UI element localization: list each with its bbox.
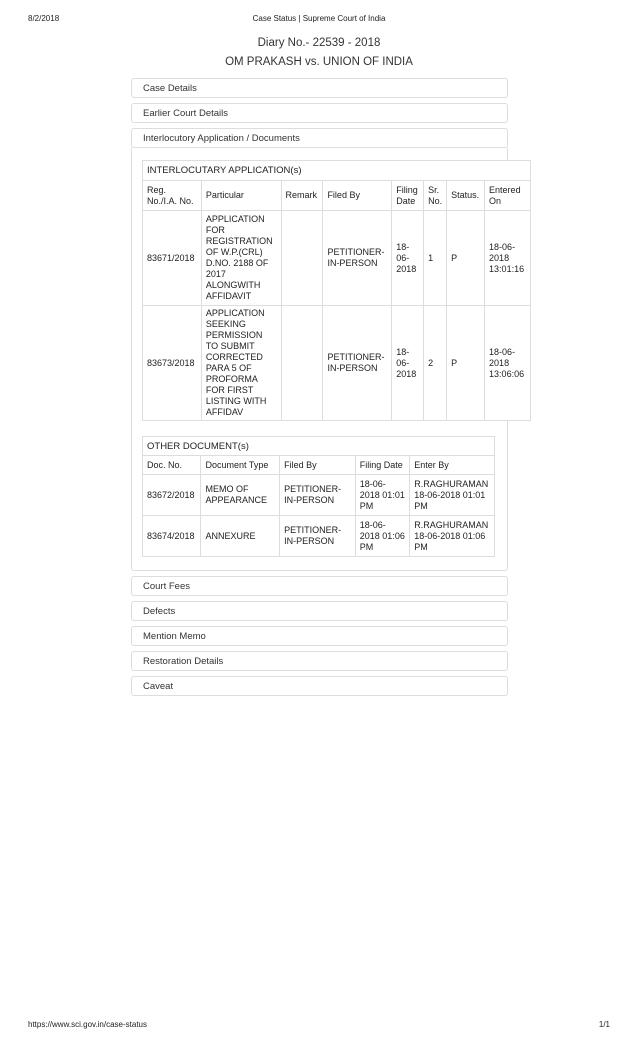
- ia-header-reg-no: Reg. No./I.A. No.: [143, 181, 202, 211]
- table-row: [143, 211, 531, 306]
- ia-header-remark: Remark: [281, 181, 323, 211]
- ia-particular: APPLICATION SEEKING PERMISSION TO SUBMIT CORRECTED PARA 5 OF PROFORMA FOR FIRST LISTING WITH AFFIDAV: [201, 306, 281, 421]
- table-header-row: [143, 456, 495, 475]
- panel-interlocutory-label[interactable]: Interlocutory Application / Documents: [143, 133, 300, 144]
- od-header-document-type: Document Type: [201, 456, 280, 475]
- panel-earlier-court-details[interactable]: [131, 103, 508, 123]
- ia-header-particular: Particular: [201, 181, 281, 211]
- panel-court-fees-label[interactable]: Court Fees: [143, 581, 190, 592]
- panel-mention-memo-label[interactable]: Mention Memo: [143, 631, 206, 642]
- ia-header-filing-date: Filing Date: [392, 181, 424, 211]
- panel-case-details[interactable]: [131, 78, 508, 98]
- table-header-row: [143, 181, 531, 211]
- ia-entered-on: 18-06-2018 13:06:06: [485, 306, 531, 421]
- od-filed-by: PETITIONER-IN-PERSON: [280, 516, 356, 557]
- panel-interlocutory[interactable]: [131, 128, 508, 148]
- ia-header-sr-no: Sr. No.: [424, 181, 447, 211]
- print-url: https://www.sci.gov.in/case-status: [28, 1020, 148, 1029]
- panel-caveat[interactable]: [131, 676, 508, 696]
- ia-sr-no: 1: [424, 211, 447, 306]
- od-filed-by: PETITIONER-IN-PERSON: [280, 475, 356, 516]
- ia-status: P: [447, 211, 485, 306]
- table-row: [143, 475, 495, 516]
- print-header: [28, 14, 610, 28]
- panel-defects-label[interactable]: Defects: [143, 606, 176, 617]
- od-header-doc-no: Doc. No.: [143, 456, 201, 475]
- ia-remark: [281, 211, 323, 306]
- ia-filed-by: PETITIONER-IN-PERSON: [323, 211, 392, 306]
- ia-filing-date: 18-06-2018: [392, 306, 424, 421]
- panel-defects[interactable]: [131, 601, 508, 621]
- ia-filed-by: PETITIONER-IN-PERSON: [323, 306, 392, 421]
- od-doc-no: 83674/2018: [143, 516, 201, 557]
- ia-caption: INTERLOCUTARY APPLICATION(s): [143, 161, 531, 181]
- od-header-filing-date: Filing Date: [355, 456, 409, 475]
- panel-case-details-label[interactable]: Case Details: [143, 83, 197, 94]
- print-page-number: 1/1: [598, 1020, 610, 1029]
- other-documents-table: [142, 436, 495, 557]
- diary-number: Diary No.- 22539 - 2018: [257, 37, 381, 49]
- print-title: Case Status | Supreme Court of India: [252, 14, 386, 23]
- ia-filing-date: 18-06-2018: [392, 211, 424, 306]
- ia-reg-no: 83673/2018: [143, 306, 202, 421]
- panel-mention-memo[interactable]: [131, 626, 508, 646]
- print-footer: [28, 1020, 610, 1034]
- ia-header-filed-by: Filed By: [323, 181, 392, 211]
- ia-particular: APPLICATION FOR REGISTRATION OF W.P.(CRL) D.NO. 2188 OF 2017 ALONGWITH AFFIDAVIT: [201, 211, 281, 306]
- od-document-type: MEMO OF APPEARANCE: [201, 475, 280, 516]
- panel-court-fees[interactable]: [131, 576, 508, 596]
- table-row: [143, 516, 495, 557]
- panel-restoration-details[interactable]: [131, 651, 508, 671]
- od-document-type: ANNEXURE: [201, 516, 280, 557]
- od-filing-date: 18-06-2018 01:01 PM: [355, 475, 409, 516]
- table-row: [143, 306, 531, 421]
- ia-status: P: [447, 306, 485, 421]
- ia-remark: [281, 306, 323, 421]
- print-date: 8/2/2018: [28, 14, 60, 23]
- od-header-filed-by: Filed By: [280, 456, 356, 475]
- ia-reg-no: 83671/2018: [143, 211, 202, 306]
- ia-entered-on: 18-06-2018 13:01:16: [485, 211, 531, 306]
- ia-header-status: Status.: [447, 181, 485, 211]
- panel-restoration-details-label[interactable]: Restoration Details: [143, 656, 224, 667]
- od-filing-date: 18-06-2018 01:06 PM: [355, 516, 409, 557]
- od-header-enter-by: Enter By: [410, 456, 495, 475]
- od-caption: OTHER DOCUMENT(s): [143, 437, 495, 456]
- interlocutory-applications-table: [142, 160, 531, 421]
- od-enter-by: R.RAGHURAMAN 18-06-2018 01:01 PM: [410, 475, 495, 516]
- ia-sr-no: 2: [424, 306, 447, 421]
- panel-earlier-court-details-label[interactable]: Earlier Court Details: [143, 108, 228, 119]
- case-parties: OM PRAKASH vs. UNION OF INDIA: [225, 56, 413, 68]
- od-doc-no: 83672/2018: [143, 475, 201, 516]
- ia-header-entered-on: Entered On: [485, 181, 531, 211]
- od-enter-by: R.RAGHURAMAN 18-06-2018 01:06 PM: [410, 516, 495, 557]
- panel-caveat-label[interactable]: Caveat: [143, 681, 174, 692]
